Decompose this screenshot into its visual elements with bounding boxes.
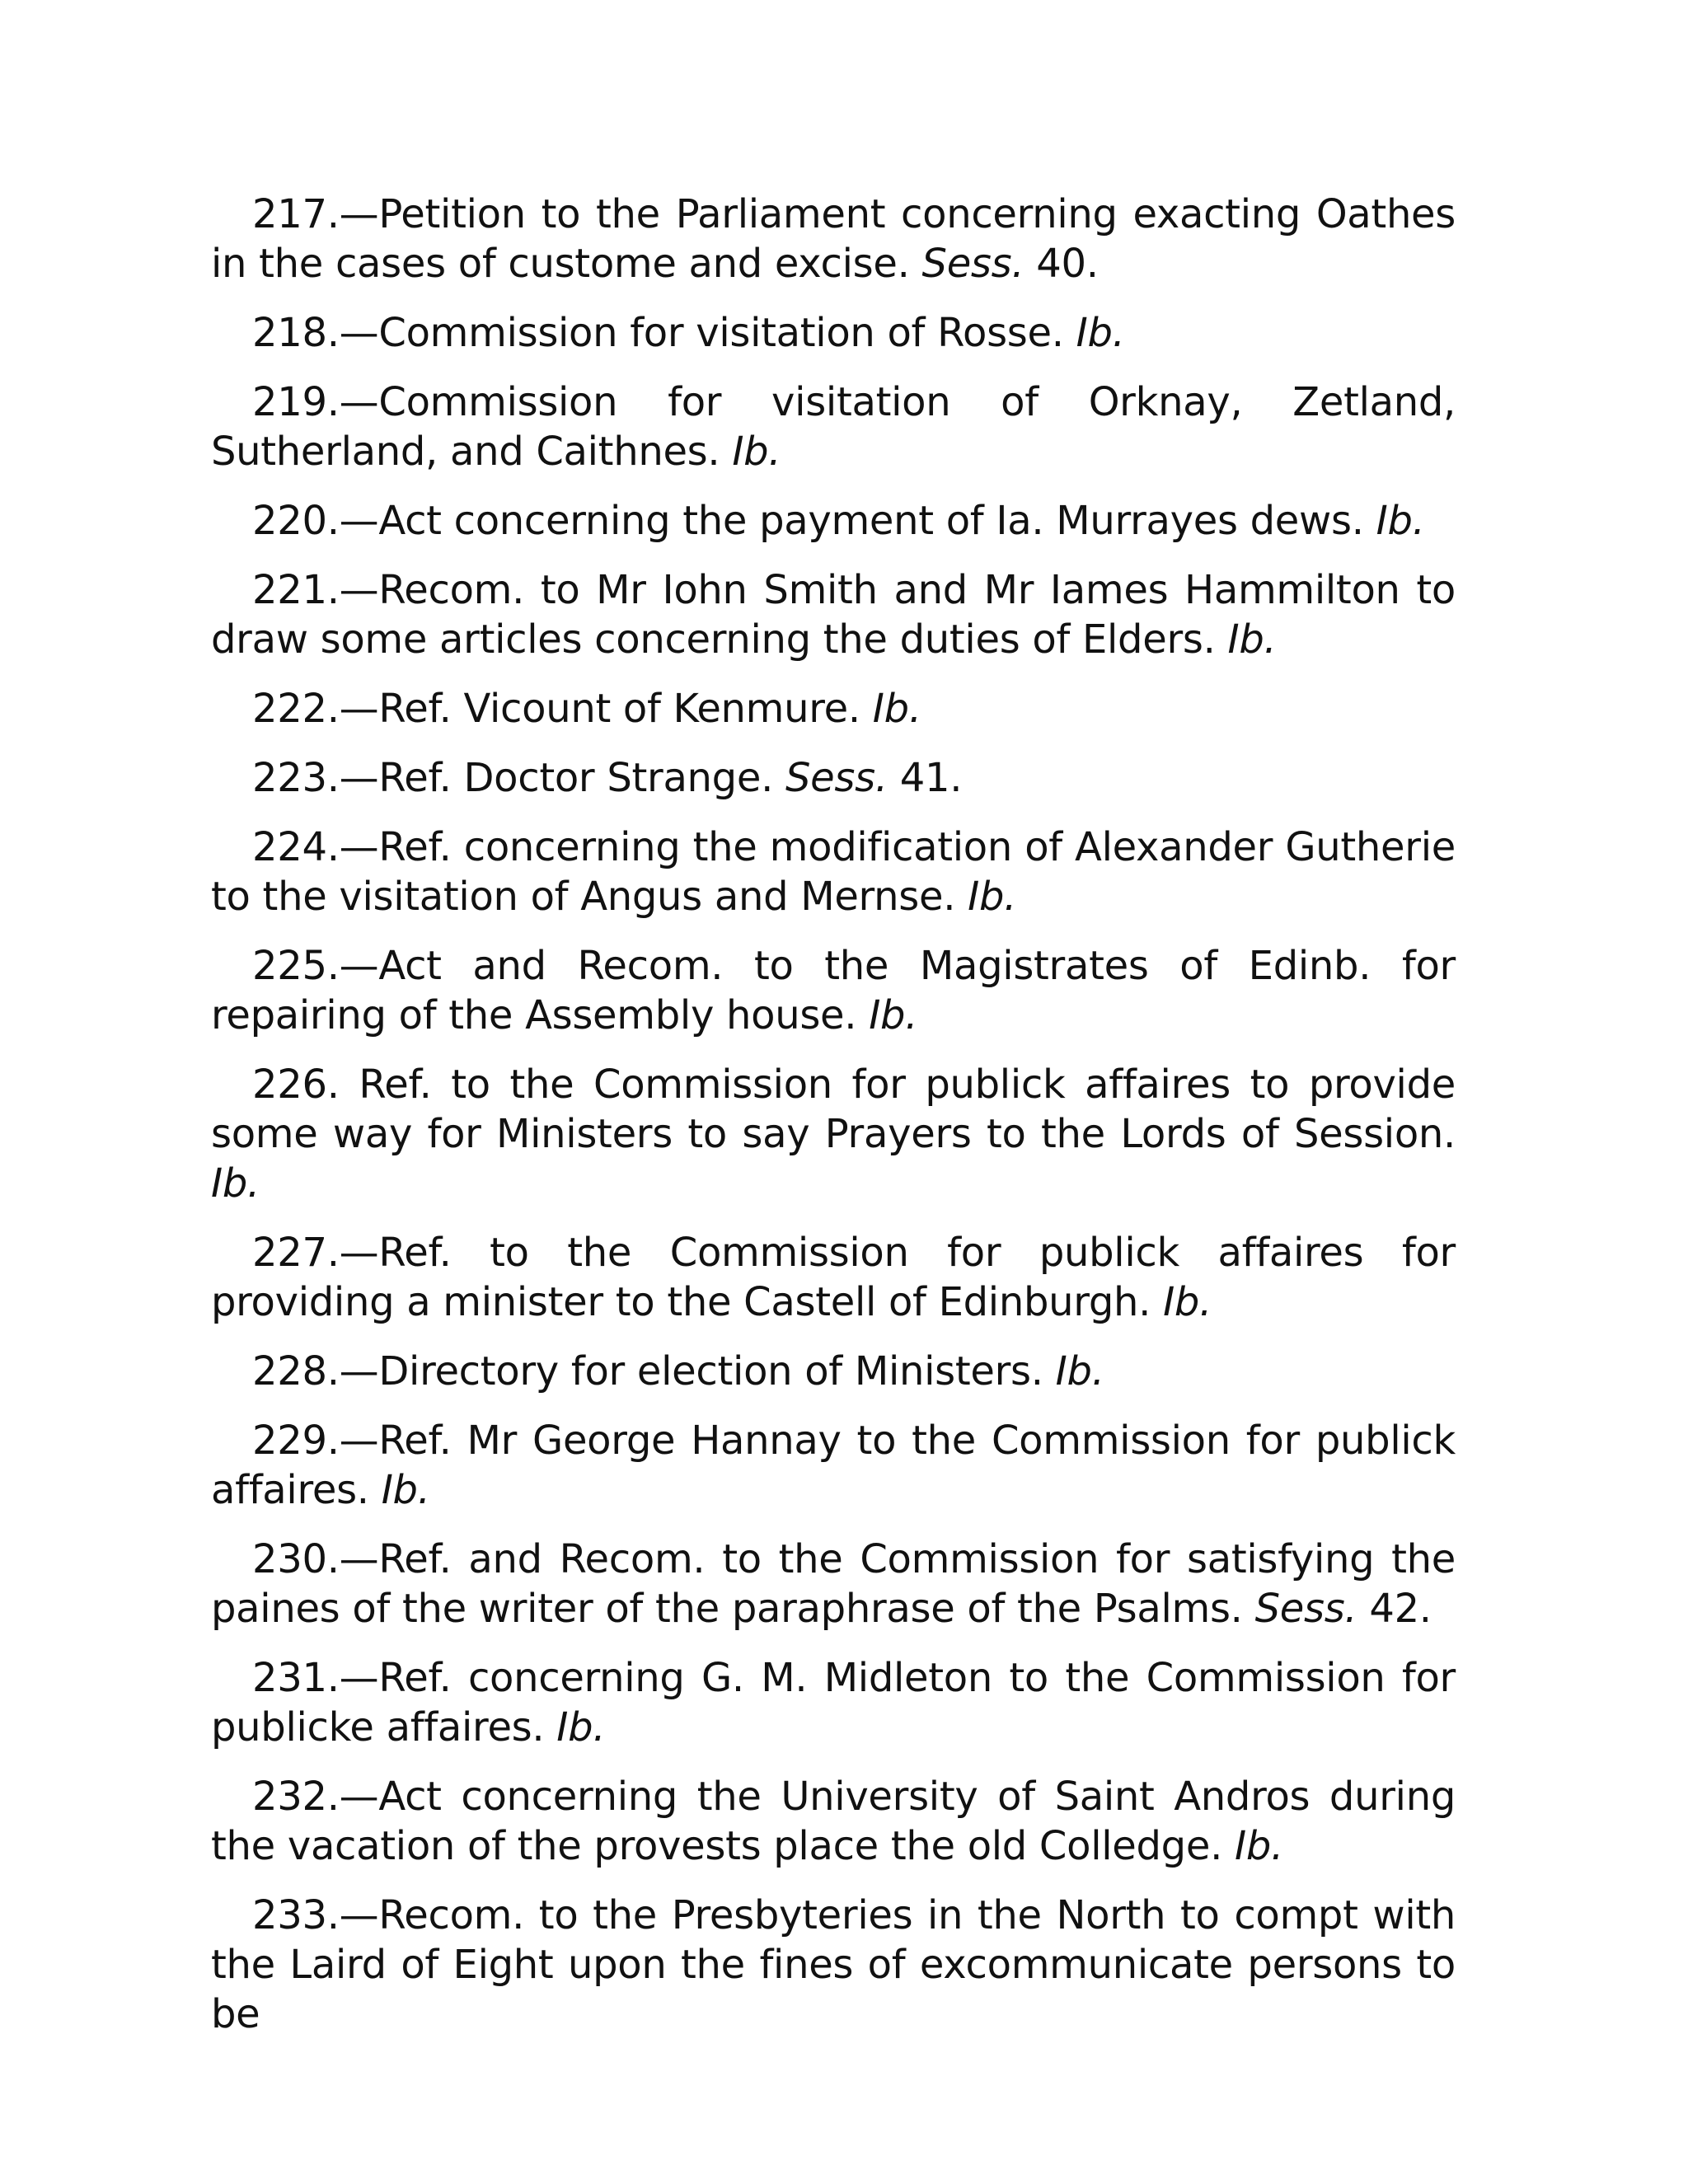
entry-text: 217.—Petition to the Parliament concerning exacting Oathes in the cases of custome and excise. bbox=[211, 191, 1456, 287]
entry-reference: Ib. bbox=[1163, 1279, 1212, 1325]
entry-reference: Ib. bbox=[211, 1160, 260, 1207]
entry-reference: Ib. bbox=[1076, 310, 1125, 356]
entry-reference: Ib. bbox=[556, 1704, 606, 1750]
entry-text: 221.—Recom. to Mr Iohn Smith and Mr Iames Hammilton to draw some articles concerning the duties of Elders. bbox=[211, 567, 1456, 663]
entry-reference: Sess. bbox=[921, 241, 1025, 287]
entry-text: 230.—Ref. and Recom. to the Commission for satisfying the paines of the writer of the paraphrase of the Psalms. bbox=[211, 1536, 1456, 1632]
entry-text: 224.—Ref. concerning the modification of Alexander Gutherie to the visitation of Angus and Mernse. bbox=[211, 824, 1456, 920]
entry-reference: Ib. bbox=[732, 429, 781, 475]
entry-text: 229.—Ref. Mr George Hannay to the Commission for publick affaires. bbox=[211, 1418, 1456, 1513]
entry-text: 232.—Act concerning the University of Saint Andros during the vacation of the provests place the old Colledge. bbox=[211, 1774, 1456, 1869]
entry-229 bbox=[211, 1416, 1456, 1515]
entry-217 bbox=[211, 190, 1456, 288]
entry-219 bbox=[211, 377, 1456, 476]
entry-tail: 42. bbox=[1357, 1586, 1432, 1632]
entry-232 bbox=[211, 1772, 1456, 1871]
entry-text: 231.—Ref. concerning G. M. Midleton to the Commission for publicke affaires. bbox=[211, 1655, 1456, 1750]
entry-reference: Ib. bbox=[1235, 1823, 1283, 1869]
entry-222 bbox=[211, 684, 1456, 733]
entry-reference: Ib. bbox=[872, 686, 921, 732]
entry-text: 222.—Ref. Vicount of Kenmure. bbox=[252, 686, 873, 732]
entry-231 bbox=[211, 1653, 1456, 1752]
entry-reference: Ib. bbox=[1055, 1348, 1104, 1394]
entry-text: 225.—Act and Recom. to the Magistrates of Edinb. for repairing of the Assembly house. bbox=[211, 943, 1456, 1038]
entry-tail: 41. bbox=[887, 755, 963, 801]
document-page bbox=[211, 190, 1456, 2059]
entry-text: 219.—Commission for visitation of Orknay, Zetland, Sutherland, and Caithnes. bbox=[211, 379, 1456, 475]
entry-reference: Ib. bbox=[1376, 498, 1425, 544]
entry-reference: Ib. bbox=[381, 1467, 430, 1513]
entry-233 bbox=[211, 1891, 1456, 2039]
entry-text: 226. Ref. to the Commission for publick affaires to provide some way for Ministers to say Prayers to the Lords of Session. bbox=[211, 1062, 1456, 1157]
entry-225 bbox=[211, 941, 1456, 1040]
entry-text: 218.—Commission for visitation of Rosse. bbox=[252, 310, 1076, 356]
entry-reference: Ib. bbox=[869, 992, 918, 1038]
entry-228 bbox=[211, 1347, 1456, 1396]
entry-text: 220.—Act concerning the payment of Ia. Murrayes dews. bbox=[252, 498, 1376, 544]
entry-tail: 40. bbox=[1024, 241, 1099, 287]
entry-text: 228.—Directory for election of Ministers. bbox=[252, 1348, 1056, 1394]
entry-227 bbox=[211, 1228, 1456, 1327]
entry-221 bbox=[211, 565, 1456, 664]
entry-223 bbox=[211, 753, 1456, 803]
entry-reference: Ib. bbox=[1227, 616, 1277, 663]
entry-230 bbox=[211, 1535, 1456, 1633]
entry-text: 223.—Ref. Doctor Strange. bbox=[252, 755, 785, 801]
entry-text: 233.—Recom. to the Presbyteries in the North to compt with the Laird of Eight upon the fines of excommunicate persons to be bbox=[211, 1892, 1456, 2037]
entry-220 bbox=[211, 496, 1456, 546]
entry-218 bbox=[211, 308, 1456, 358]
entry-reference: Sess. bbox=[1254, 1586, 1357, 1632]
entry-reference: Ib. bbox=[968, 874, 1017, 920]
entry-224 bbox=[211, 823, 1456, 921]
entry-226 bbox=[211, 1060, 1456, 1208]
entry-reference: Sess. bbox=[785, 755, 888, 801]
entry-text: 227.—Ref. to the Commission for publick affaires for providing a minister to the Castell of Edinburgh. bbox=[211, 1230, 1456, 1325]
